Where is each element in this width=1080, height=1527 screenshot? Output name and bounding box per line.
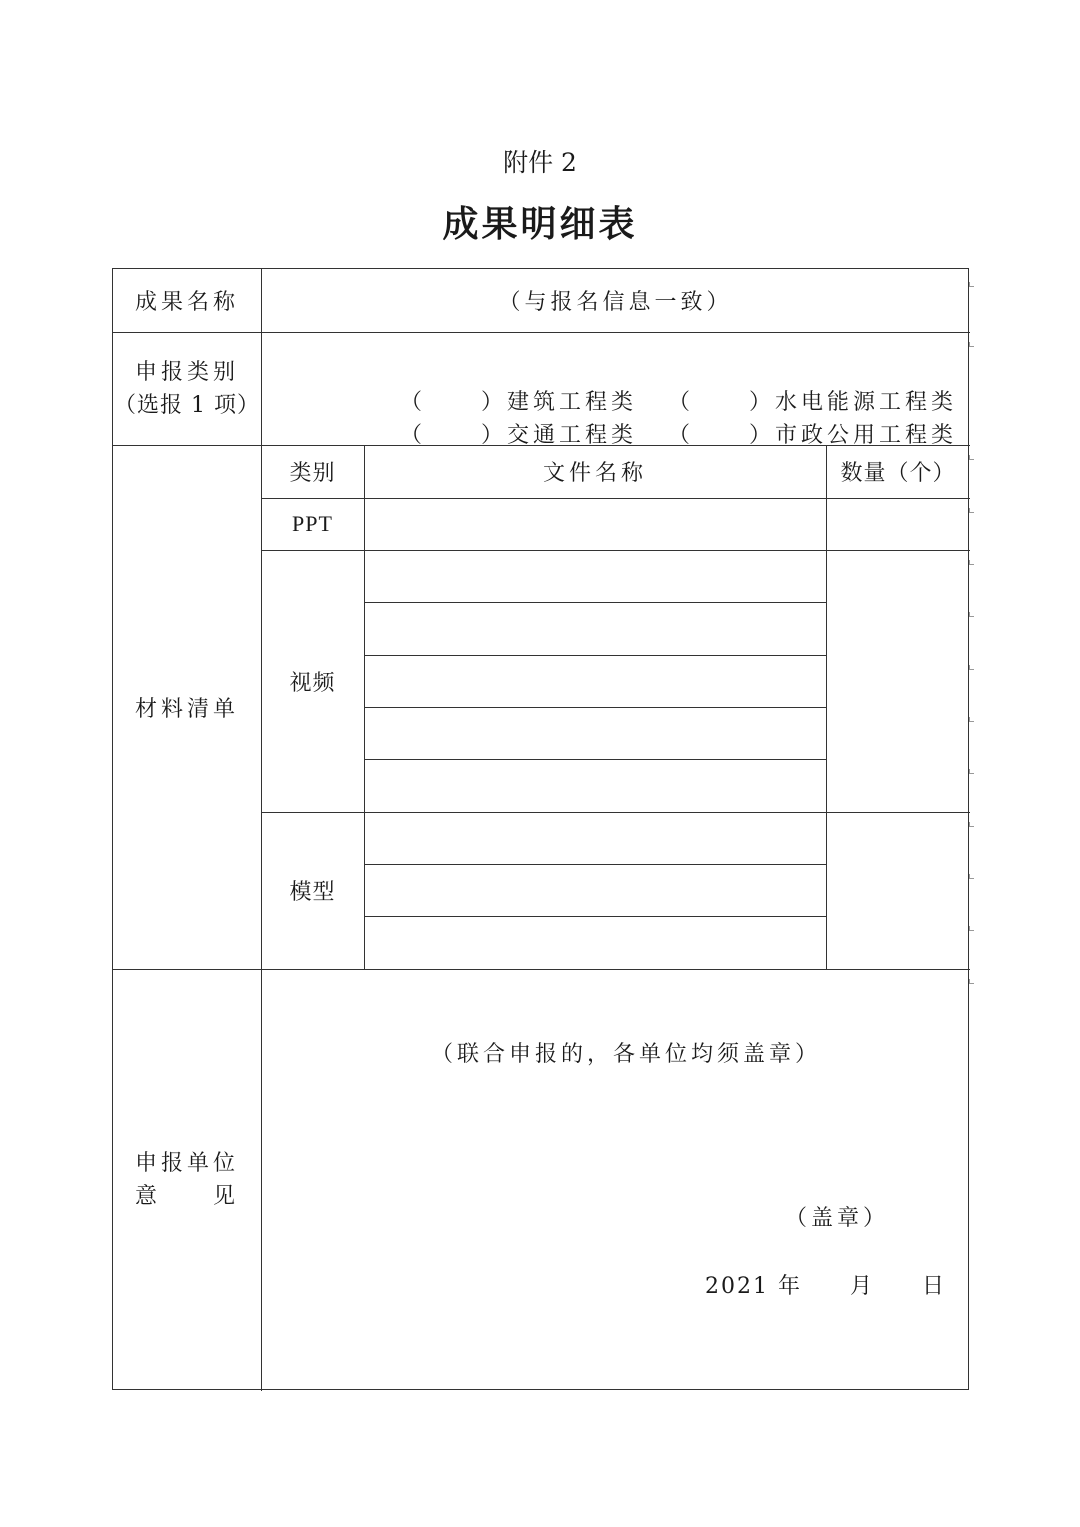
option-label: 市政公用工程类 xyxy=(774,423,957,448)
row-divider xyxy=(261,550,970,551)
paragraph-mark-icon xyxy=(969,508,974,513)
column-divider xyxy=(364,445,365,969)
category-label xyxy=(113,332,261,445)
option-bracket: （ ） xyxy=(399,390,507,415)
date-line: 2021 年 月 日 xyxy=(705,1274,946,1299)
header-type: 类别 xyxy=(289,461,336,486)
header-count: 数量（个） xyxy=(840,461,956,486)
form-table xyxy=(112,268,969,1390)
paragraph-mark-icon xyxy=(969,822,974,827)
paragraph-mark-icon xyxy=(969,560,974,565)
type-video: 视频 xyxy=(289,670,336,696)
category-label-line2: （选报 1 项） xyxy=(114,392,260,418)
opinion-label-line1: 申报单位 xyxy=(134,1151,239,1176)
row-divider xyxy=(364,916,826,917)
paragraph-mark-icon xyxy=(969,455,974,460)
category-label-line1: 申报类别 xyxy=(134,359,239,385)
row-divider xyxy=(364,759,826,760)
paragraph-mark-icon xyxy=(969,342,974,347)
option-bracket: （ ） xyxy=(667,390,775,415)
type-ppt: PPT xyxy=(292,511,333,536)
name-label: 成果名称 xyxy=(134,290,239,315)
opinion-label xyxy=(113,969,261,1391)
type-model: 模型 xyxy=(289,880,336,905)
paragraph-mark-icon xyxy=(969,926,974,931)
header-filename: 文件名称 xyxy=(542,461,647,486)
column-divider xyxy=(826,445,827,969)
option-bracket: （ ） xyxy=(399,423,507,448)
paragraph-mark-icon xyxy=(969,665,974,670)
row-divider xyxy=(261,812,970,813)
row-divider xyxy=(364,707,826,708)
paragraph-mark-icon xyxy=(969,769,974,774)
opinion-label-line2: 意 见 xyxy=(134,1184,239,1209)
opinion-note: （联合申报的，各单位均须盖章） xyxy=(431,1042,822,1067)
paragraph-mark-icon xyxy=(969,282,974,287)
materials-label: 材料清单 xyxy=(134,696,239,722)
option-label: 水电能源工程类 xyxy=(774,390,957,415)
document-title: 成果明细表 xyxy=(442,204,638,245)
row-divider xyxy=(364,655,826,656)
row-divider xyxy=(364,864,826,865)
row-divider xyxy=(364,602,826,603)
attachment-label: 附件 2 xyxy=(503,148,577,177)
option-label: 交通工程类 xyxy=(506,423,637,448)
seal-label: （盖章） xyxy=(785,1206,890,1231)
paragraph-mark-icon xyxy=(969,979,974,984)
paragraph-mark-icon xyxy=(969,874,974,879)
paragraph-mark-icon xyxy=(969,612,974,617)
option-label: 建筑工程类 xyxy=(506,390,637,415)
paragraph-mark-icon xyxy=(969,717,974,722)
option-bracket: （ ） xyxy=(667,423,775,448)
paragraph-marks xyxy=(968,268,976,1390)
row-divider xyxy=(261,498,970,499)
name-value[interactable]: （与报名信息一致） xyxy=(498,290,733,315)
